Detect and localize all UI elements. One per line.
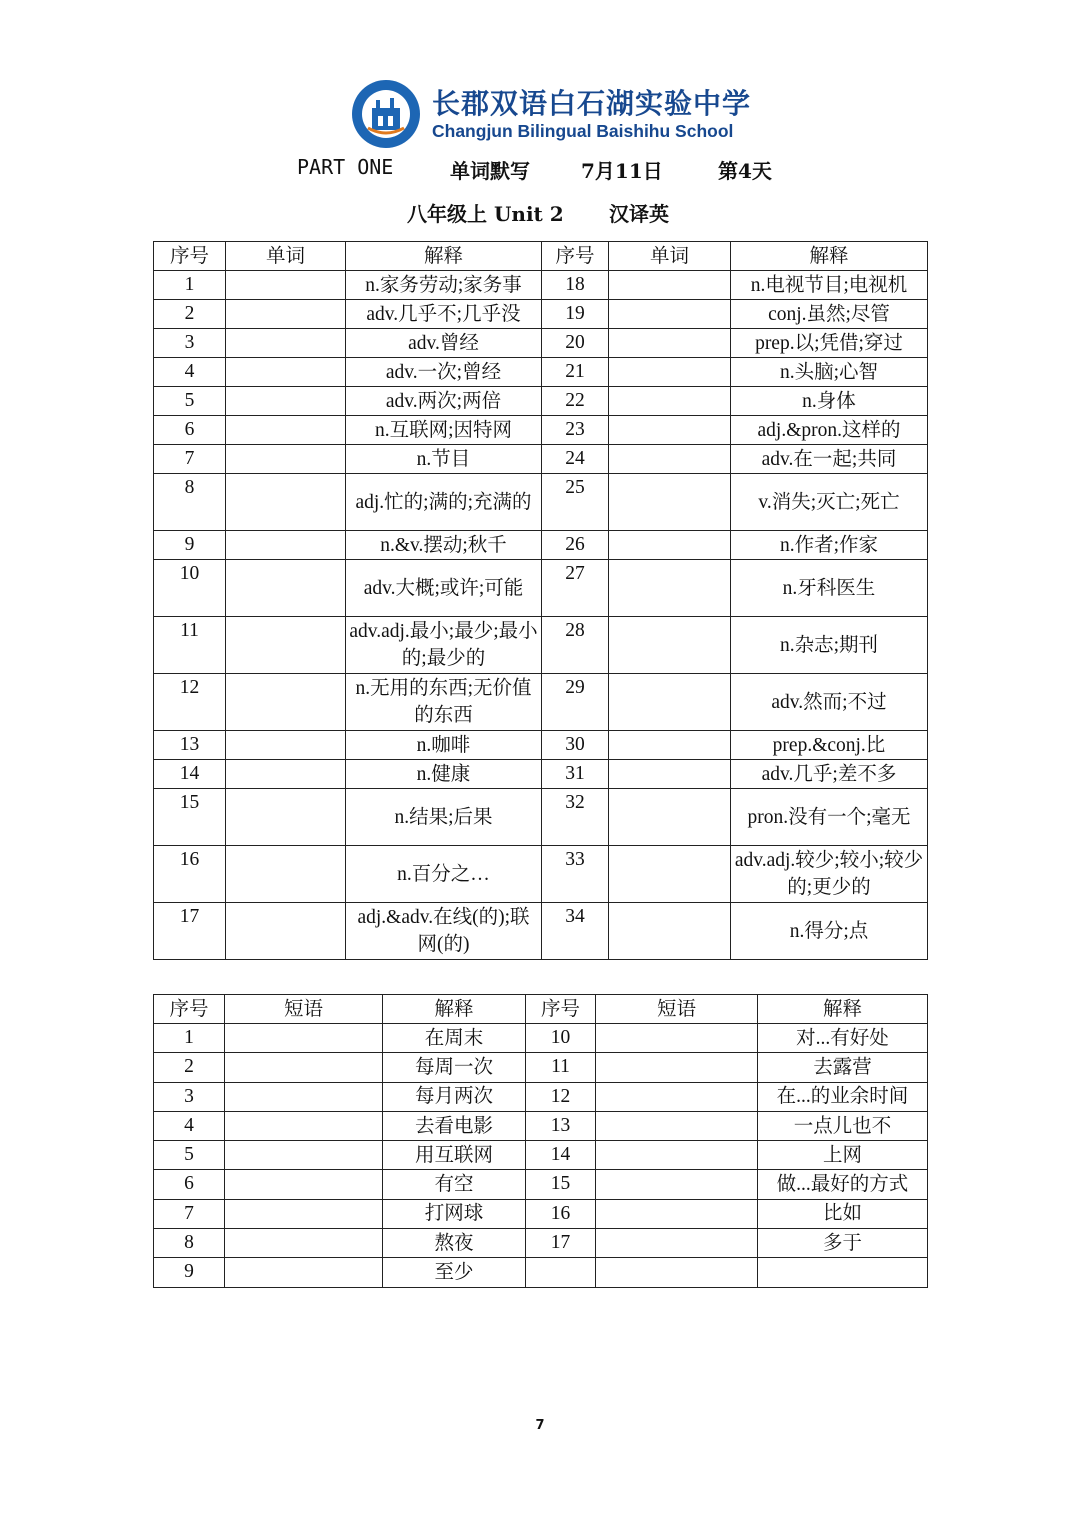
row-number: 22 bbox=[542, 387, 609, 416]
word-answer-cell[interactable] bbox=[609, 531, 731, 560]
definition-cell: 每周一次 bbox=[383, 1053, 526, 1082]
definition-cell: conj.虽然;尽管 bbox=[731, 300, 928, 329]
word-answer-cell[interactable] bbox=[226, 358, 346, 387]
word-answer-cell[interactable] bbox=[226, 387, 346, 416]
worksheet-subtitle bbox=[0, 198, 1080, 228]
school-emblem-icon bbox=[350, 78, 422, 150]
row-number: 4 bbox=[154, 1111, 225, 1140]
phrase-answer-cell[interactable] bbox=[225, 1024, 383, 1053]
table-row bbox=[154, 617, 928, 674]
table-row bbox=[154, 789, 928, 846]
row-number: 31 bbox=[542, 760, 609, 789]
row-number: 21 bbox=[542, 358, 609, 387]
table-row bbox=[154, 1024, 928, 1053]
worksheet-header bbox=[0, 155, 1080, 185]
row-number: 25 bbox=[542, 474, 609, 531]
table-row bbox=[154, 1053, 928, 1082]
definition-cell: n.结果;后果 bbox=[346, 789, 542, 846]
phrase-answer-cell[interactable] bbox=[596, 1229, 758, 1258]
row-number: 9 bbox=[154, 531, 226, 560]
table-row bbox=[154, 271, 928, 300]
column-header: 解释 bbox=[758, 995, 928, 1024]
definition-cell: n.头脑;心智 bbox=[731, 358, 928, 387]
word-answer-cell[interactable] bbox=[609, 271, 731, 300]
phrase-answer-cell[interactable] bbox=[596, 1141, 758, 1170]
school-name-en: Changjun Bilingual Baishihu School bbox=[432, 121, 734, 141]
word-answer-cell[interactable] bbox=[609, 300, 731, 329]
definition-cell: pron.没有一个;毫无 bbox=[731, 789, 928, 846]
table-row bbox=[154, 1199, 928, 1228]
table-row bbox=[154, 387, 928, 416]
definition-cell: n.互联网;因特网 bbox=[346, 416, 542, 445]
definition-cell: n.牙科医生 bbox=[731, 560, 928, 617]
definition-cell: 有空 bbox=[383, 1170, 526, 1199]
definition-cell: n.杂志;期刊 bbox=[731, 617, 928, 674]
row-number: 1 bbox=[154, 271, 226, 300]
row-number: 26 bbox=[542, 531, 609, 560]
definition-cell: adj.忙的;满的;充满的 bbox=[346, 474, 542, 531]
row-number: 8 bbox=[154, 474, 226, 531]
column-header: 短语 bbox=[596, 995, 758, 1024]
row-number: 10 bbox=[526, 1024, 596, 1053]
row-number: 9 bbox=[154, 1258, 225, 1287]
row-number: 29 bbox=[542, 674, 609, 731]
row-number: 17 bbox=[526, 1229, 596, 1258]
word-answer-cell[interactable] bbox=[226, 445, 346, 474]
word-answer-cell[interactable] bbox=[226, 760, 346, 789]
word-answer-cell[interactable] bbox=[226, 789, 346, 846]
phrase-answer-cell[interactable] bbox=[225, 1170, 383, 1199]
word-answer-cell[interactable] bbox=[609, 674, 731, 731]
column-header: 序号 bbox=[154, 995, 225, 1024]
table-row bbox=[154, 1170, 928, 1199]
row-number: 15 bbox=[154, 789, 226, 846]
column-header: 解释 bbox=[731, 242, 928, 271]
row-number: 17 bbox=[154, 903, 226, 960]
word-answer-cell[interactable] bbox=[609, 358, 731, 387]
word-answer-cell[interactable] bbox=[226, 731, 346, 760]
word-answer-cell[interactable] bbox=[226, 300, 346, 329]
day-label: 第4天 bbox=[718, 159, 772, 183]
part-label: PART ONE bbox=[297, 155, 394, 179]
row-number: 5 bbox=[154, 387, 226, 416]
column-header: 解释 bbox=[346, 242, 542, 271]
table-row bbox=[154, 903, 928, 960]
row-number: 33 bbox=[542, 846, 609, 903]
row-number: 12 bbox=[154, 674, 226, 731]
row-number: 19 bbox=[542, 300, 609, 329]
word-answer-cell[interactable] bbox=[226, 531, 346, 560]
row-number: 3 bbox=[154, 329, 226, 358]
column-header: 序号 bbox=[526, 995, 596, 1024]
table-row bbox=[154, 300, 928, 329]
word-answer-cell[interactable] bbox=[609, 445, 731, 474]
definition-cell: n.得分;点 bbox=[731, 903, 928, 960]
phrase-answer-cell[interactable] bbox=[225, 1141, 383, 1170]
row-number: 5 bbox=[154, 1141, 225, 1170]
word-answer-cell[interactable] bbox=[226, 903, 346, 960]
column-header: 单词 bbox=[226, 242, 346, 271]
row-number: 15 bbox=[526, 1170, 596, 1199]
row-number: 23 bbox=[542, 416, 609, 445]
definition-cell: 去露营 bbox=[758, 1053, 928, 1082]
phrase-answer-cell[interactable] bbox=[596, 1170, 758, 1199]
definition-cell: n.电视节目;电视机 bbox=[731, 271, 928, 300]
row-number: 16 bbox=[154, 846, 226, 903]
definition-cell: n.&v.摆动;秋千 bbox=[346, 531, 542, 560]
word-answer-cell[interactable] bbox=[609, 760, 731, 789]
phrase-answer-cell[interactable] bbox=[225, 1111, 383, 1140]
word-answer-cell[interactable] bbox=[609, 731, 731, 760]
word-answer-cell[interactable] bbox=[609, 329, 731, 358]
definition-cell bbox=[758, 1258, 928, 1287]
table-row bbox=[154, 329, 928, 358]
table-row bbox=[154, 1258, 928, 1287]
definition-cell: 比如 bbox=[758, 1199, 928, 1228]
column-header: 短语 bbox=[225, 995, 383, 1024]
word-answer-cell[interactable] bbox=[226, 560, 346, 617]
vocab-table bbox=[153, 241, 928, 960]
row-number: 18 bbox=[542, 271, 609, 300]
column-header: 解释 bbox=[383, 995, 526, 1024]
definition-cell: 做...最好的方式 bbox=[758, 1170, 928, 1199]
row-number: 14 bbox=[154, 760, 226, 789]
table-row bbox=[154, 1229, 928, 1258]
definition-cell: adv.adj.较少;较小;较少的;更少的 bbox=[731, 846, 928, 903]
row-number: 6 bbox=[154, 416, 226, 445]
date-label: 7月11日 bbox=[581, 159, 663, 183]
definition-cell: 去看电影 bbox=[383, 1111, 526, 1140]
row-number: 7 bbox=[154, 445, 226, 474]
table-row bbox=[154, 416, 928, 445]
word-answer-cell[interactable] bbox=[226, 674, 346, 731]
row-number: 16 bbox=[526, 1199, 596, 1228]
row-number: 11 bbox=[526, 1053, 596, 1082]
word-answer-cell[interactable] bbox=[609, 789, 731, 846]
row-number: 2 bbox=[154, 1053, 225, 1082]
phrase-answer-cell[interactable] bbox=[596, 1024, 758, 1053]
definition-cell: v.消失;灭亡;死亡 bbox=[731, 474, 928, 531]
definition-cell: 一点儿也不 bbox=[758, 1111, 928, 1140]
word-answer-cell[interactable] bbox=[226, 416, 346, 445]
table-row bbox=[154, 1141, 928, 1170]
task-label: 单词默写 bbox=[450, 159, 530, 183]
school-name-cn: 长郡双语白石湖实验中学 bbox=[432, 87, 752, 120]
row-number: 6 bbox=[154, 1170, 225, 1199]
definition-cell: 用互联网 bbox=[383, 1141, 526, 1170]
definition-cell: 熬夜 bbox=[383, 1229, 526, 1258]
word-answer-cell[interactable] bbox=[609, 846, 731, 903]
row-number: 28 bbox=[542, 617, 609, 674]
phrase-answer-cell[interactable] bbox=[225, 1082, 383, 1111]
definition-cell: adj.&pron.这样的 bbox=[731, 416, 928, 445]
row-number: 3 bbox=[154, 1082, 225, 1111]
word-answer-cell[interactable] bbox=[226, 329, 346, 358]
row-number: 12 bbox=[526, 1082, 596, 1111]
row-number: 14 bbox=[526, 1141, 596, 1170]
word-answer-cell[interactable] bbox=[226, 617, 346, 674]
phrase-answer-cell[interactable] bbox=[596, 1053, 758, 1082]
definition-cell: adv.然而;不过 bbox=[731, 674, 928, 731]
definition-cell: n.健康 bbox=[346, 760, 542, 789]
phrase-answer-cell[interactable] bbox=[596, 1199, 758, 1228]
table-header-row bbox=[154, 995, 928, 1024]
definition-cell: n.家务劳动;家务事 bbox=[346, 271, 542, 300]
word-answer-cell[interactable] bbox=[609, 617, 731, 674]
row-number: 11 bbox=[154, 617, 226, 674]
definition-cell: n.无用的东西;无价值的东西 bbox=[346, 674, 542, 731]
table-row bbox=[154, 531, 928, 560]
definition-cell: n.作者;作家 bbox=[731, 531, 928, 560]
phrase-answer-cell[interactable] bbox=[225, 1053, 383, 1082]
word-answer-cell[interactable] bbox=[609, 474, 731, 531]
row-number: 34 bbox=[542, 903, 609, 960]
definition-cell: 上网 bbox=[758, 1141, 928, 1170]
definition-cell: 对...有好处 bbox=[758, 1024, 928, 1053]
definition-cell: adv.大概;或许;可能 bbox=[346, 560, 542, 617]
phrase-answer-cell[interactable] bbox=[596, 1082, 758, 1111]
row-number: 27 bbox=[542, 560, 609, 617]
definition-cell: adv.几乎不;几乎没 bbox=[346, 300, 542, 329]
row-number: 7 bbox=[154, 1199, 225, 1228]
definition-cell: 至少 bbox=[383, 1258, 526, 1287]
word-answer-cell[interactable] bbox=[226, 271, 346, 300]
definition-cell: n.身体 bbox=[731, 387, 928, 416]
column-header: 序号 bbox=[154, 242, 226, 271]
page-number: 7 bbox=[535, 1418, 545, 1433]
definition-cell: adv.一次;曾经 bbox=[346, 358, 542, 387]
definition-cell: adv.几乎;差不多 bbox=[731, 760, 928, 789]
definition-cell: adv.曾经 bbox=[346, 329, 542, 358]
definition-cell: prep.&conj.比 bbox=[731, 731, 928, 760]
row-number: 20 bbox=[542, 329, 609, 358]
definition-cell: adj.&adv.在线(的);联网(的) bbox=[346, 903, 542, 960]
table-row bbox=[154, 731, 928, 760]
row-number: 10 bbox=[154, 560, 226, 617]
row-number: 1 bbox=[154, 1024, 225, 1053]
table-row bbox=[154, 846, 928, 903]
row-number: 30 bbox=[542, 731, 609, 760]
definition-cell: n.咖啡 bbox=[346, 731, 542, 760]
row-number: 32 bbox=[542, 789, 609, 846]
phrase-answer-cell[interactable] bbox=[596, 1111, 758, 1140]
table-row bbox=[154, 474, 928, 531]
word-answer-cell[interactable] bbox=[226, 846, 346, 903]
row-number: 2 bbox=[154, 300, 226, 329]
phrase-answer-cell[interactable] bbox=[225, 1229, 383, 1258]
definition-cell: n.百分之… bbox=[346, 846, 542, 903]
word-answer-cell[interactable] bbox=[226, 474, 346, 531]
definition-cell: adv.adj.最小;最少;最小的;最少的 bbox=[346, 617, 542, 674]
mode-label: 汉译英 bbox=[609, 202, 669, 226]
row-number: 8 bbox=[154, 1229, 225, 1258]
row-number: 13 bbox=[526, 1111, 596, 1140]
column-header: 单词 bbox=[609, 242, 731, 271]
definition-cell: prep.以;凭借;穿过 bbox=[731, 329, 928, 358]
school-logo bbox=[350, 78, 750, 150]
word-answer-cell[interactable] bbox=[609, 387, 731, 416]
table-row bbox=[154, 760, 928, 789]
table-row bbox=[154, 560, 928, 617]
definition-cell: 打网球 bbox=[383, 1199, 526, 1228]
phrase-answer-cell[interactable] bbox=[596, 1258, 758, 1287]
table-row bbox=[154, 445, 928, 474]
phrase-answer-cell[interactable] bbox=[225, 1199, 383, 1228]
table-header-row bbox=[154, 242, 928, 271]
row-number bbox=[526, 1258, 596, 1287]
definition-cell: 在周末 bbox=[383, 1024, 526, 1053]
definition-cell: n.节目 bbox=[346, 445, 542, 474]
word-answer-cell[interactable] bbox=[609, 903, 731, 960]
table-row bbox=[154, 1082, 928, 1111]
definition-cell: adv.两次;两倍 bbox=[346, 387, 542, 416]
phrase-table bbox=[153, 994, 928, 1288]
table-row bbox=[154, 358, 928, 387]
unit-label: 八年级上 Unit 2 bbox=[407, 202, 564, 226]
row-number: 13 bbox=[154, 731, 226, 760]
word-answer-cell[interactable] bbox=[609, 560, 731, 617]
table-row bbox=[154, 1111, 928, 1140]
definition-cell: 多于 bbox=[758, 1229, 928, 1258]
definition-cell: 每月两次 bbox=[383, 1082, 526, 1111]
row-number: 4 bbox=[154, 358, 226, 387]
table-row bbox=[154, 674, 928, 731]
definition-cell: adv.在一起;共同 bbox=[731, 445, 928, 474]
column-header: 序号 bbox=[542, 242, 609, 271]
row-number: 24 bbox=[542, 445, 609, 474]
phrase-answer-cell[interactable] bbox=[225, 1258, 383, 1287]
definition-cell: 在...的业余时间 bbox=[758, 1082, 928, 1111]
word-answer-cell[interactable] bbox=[609, 416, 731, 445]
